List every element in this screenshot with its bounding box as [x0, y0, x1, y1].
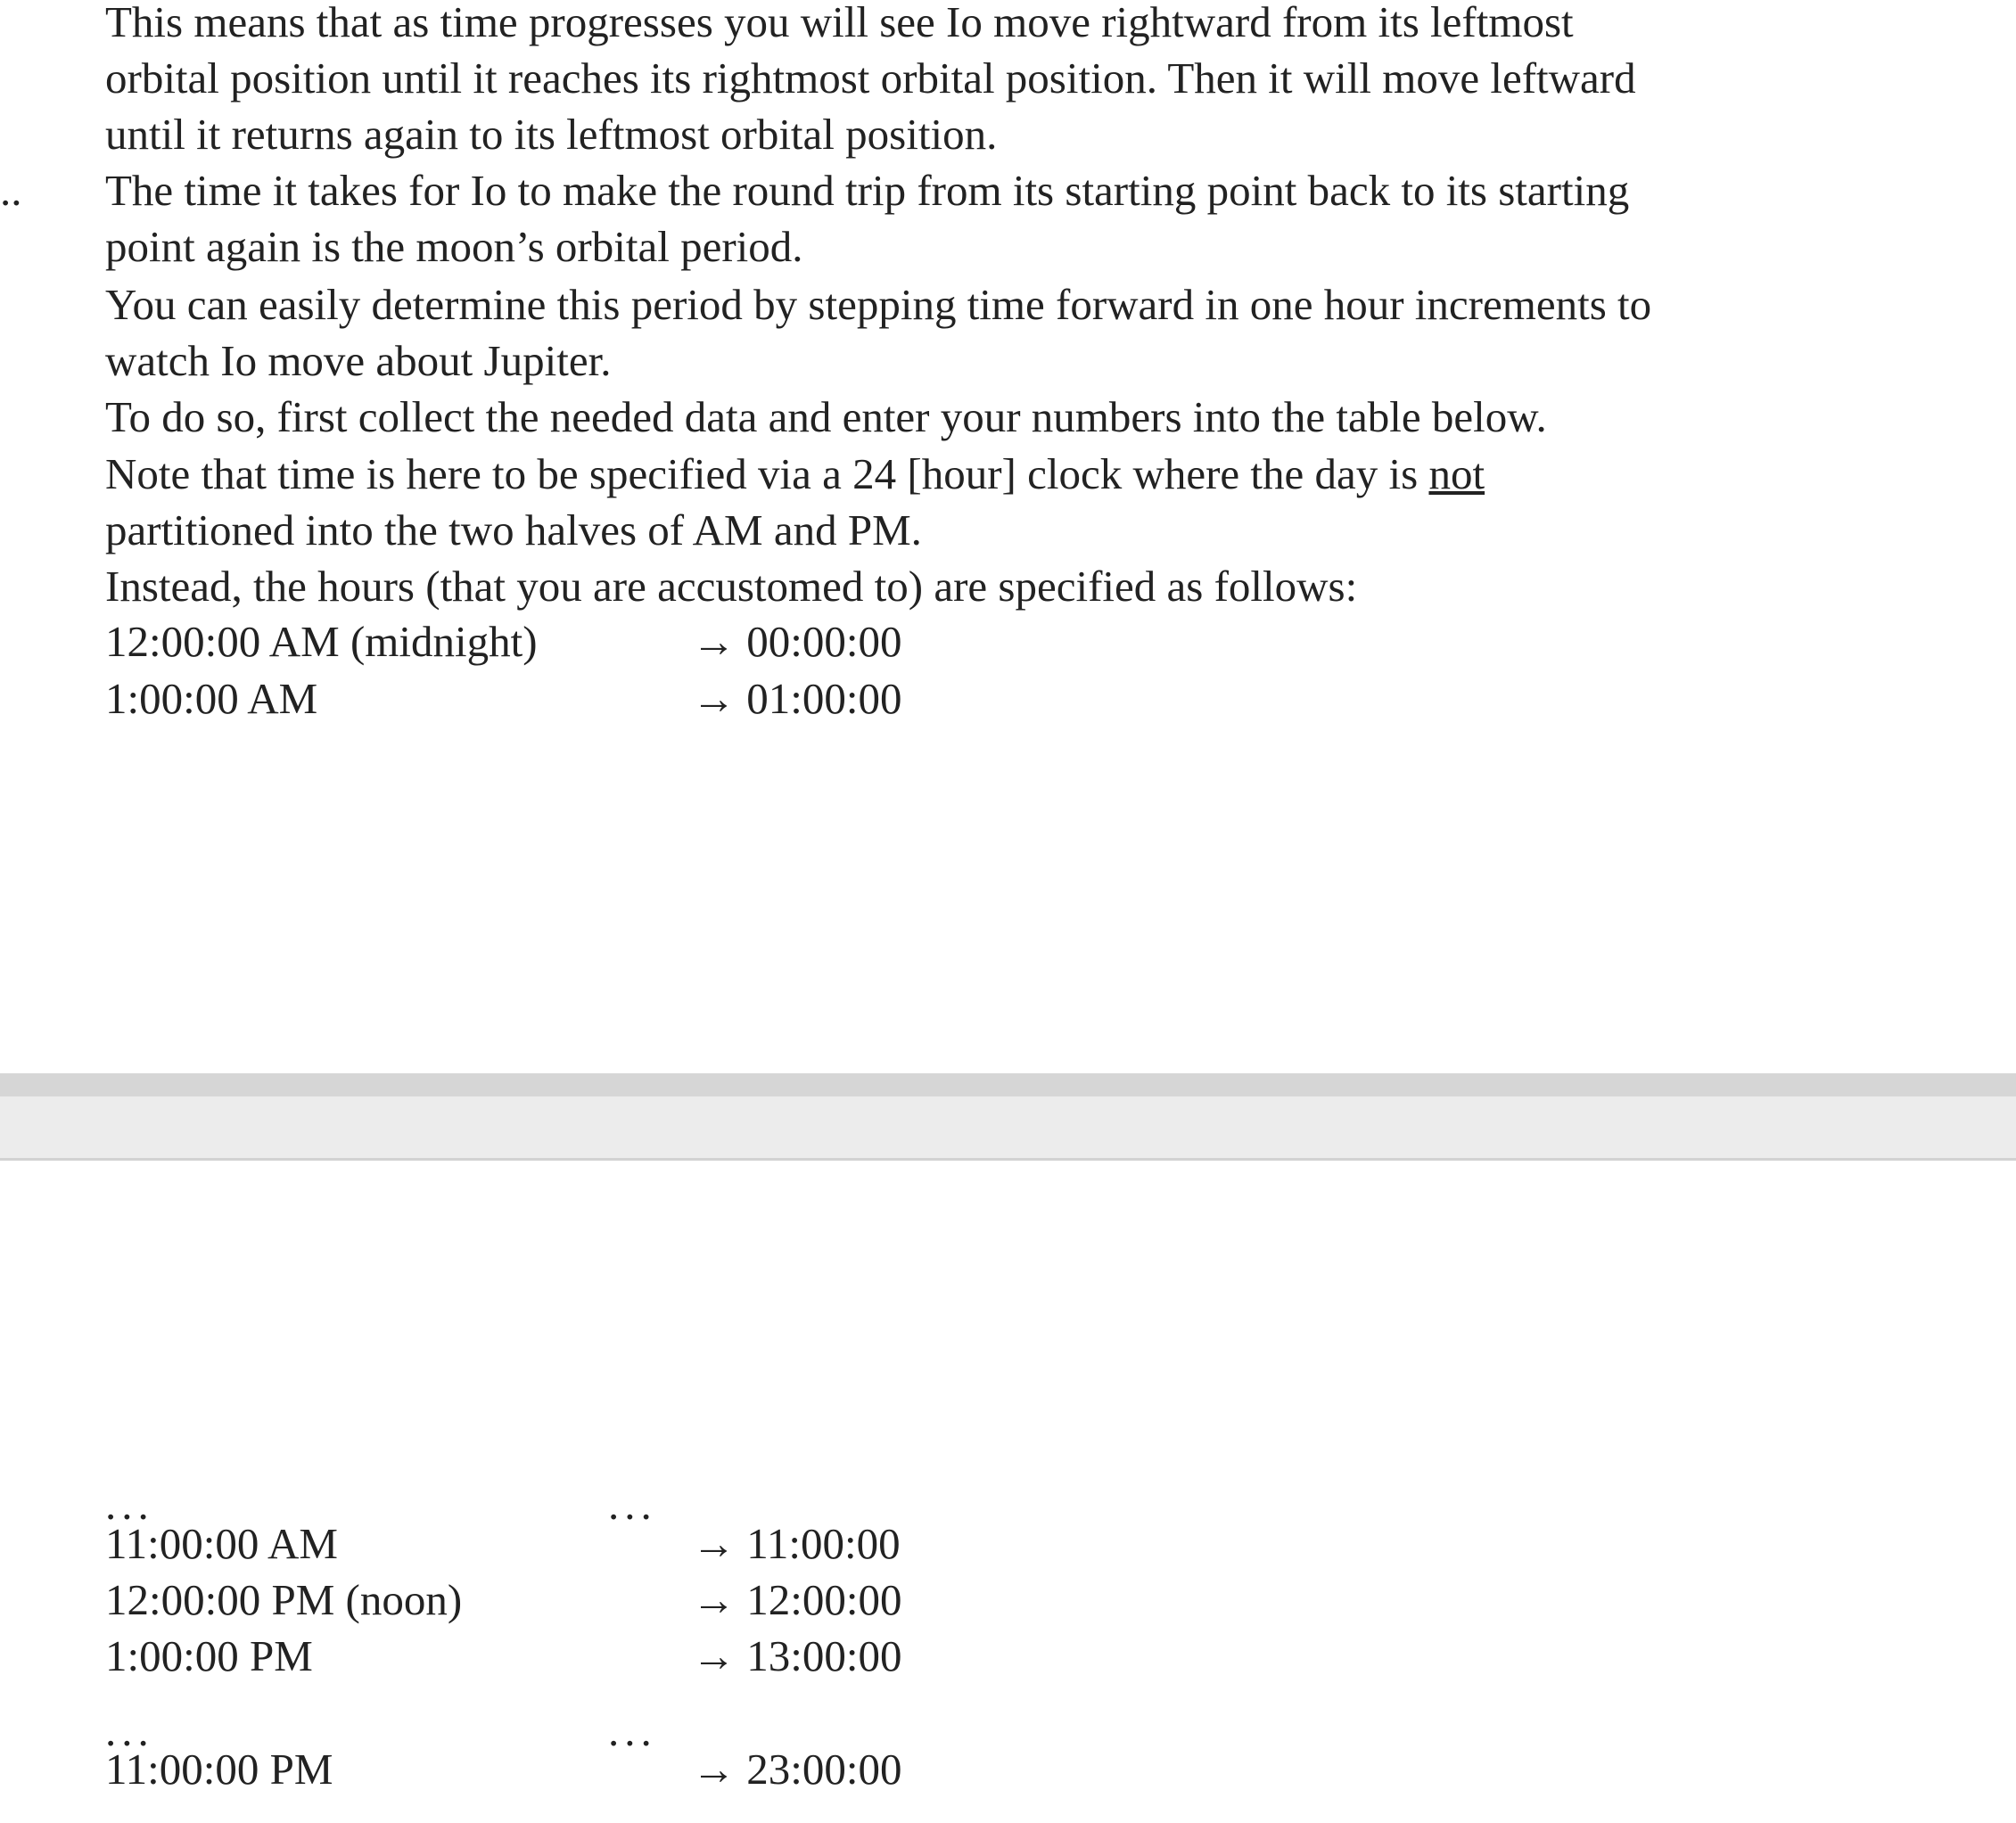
- paragraph-line: watch Io move about Jupiter.: [105, 336, 612, 385]
- arrow-icon: →: [692, 1745, 736, 1794]
- paragraph-line: This means that as time progresses you will see Io move rightward from its leftmost: [105, 0, 1574, 46]
- time-24h-value: 13:00:00: [746, 1631, 902, 1680]
- time-24h: [692, 1628, 901, 1684]
- time-24h: [692, 1572, 901, 1628]
- time-24h: [692, 1515, 901, 1572]
- time-row: [105, 670, 997, 727]
- time-row: [105, 1628, 997, 1684]
- arrow-icon: →: [692, 1519, 736, 1568]
- paragraph-line: The time it takes for Io to make the round trip from its starting point back to its starting: [105, 166, 1630, 215]
- paragraph-text: Note that time is here to be specified via a 24 [hour] clock where the day is: [105, 449, 1429, 498]
- arrow-icon: →: [692, 617, 736, 666]
- arrow-icon: →: [692, 1631, 736, 1680]
- arrow-icon: →: [692, 674, 736, 723]
- ellipsis: ...: [608, 1480, 657, 1529]
- time-24h-value: 11:00:00: [746, 1519, 901, 1568]
- time-row: [105, 1515, 997, 1572]
- time-row: [105, 1572, 997, 1628]
- time-row: [105, 613, 997, 669]
- time-12h: 1:00:00 AM: [105, 674, 318, 723]
- paragraph-line: partitioned into the two halves of AM and PM.: [105, 505, 922, 554]
- page-break-gap: [0, 1073, 2016, 1161]
- ellipsis: ...: [105, 1706, 154, 1755]
- time-12h: 12:00:00 PM (noon): [105, 1575, 463, 1624]
- paragraph-line: You can easily determine this period by stepping time forward in one hour increments to: [105, 280, 1652, 329]
- time-24h-value: 12:00:00: [746, 1575, 902, 1624]
- list-marker: ..: [0, 166, 22, 215]
- paragraph-line: To do so, first collect the needed data and enter your numbers into the table below.: [105, 392, 1547, 441]
- time-row: [105, 1741, 997, 1797]
- time-24h-value: 00:00:00: [746, 617, 902, 666]
- paragraph-line: point again is the moon’s orbital period.: [105, 222, 803, 271]
- time-12h: 11:00:00 AM: [105, 1519, 338, 1568]
- paragraph-line: until it returns again to its leftmost orbital position.: [105, 110, 998, 159]
- time-12h: 11:00:00 PM: [105, 1745, 333, 1794]
- time-12h: 1:00:00 PM: [105, 1631, 313, 1680]
- time-24h-value: 23:00:00: [746, 1745, 902, 1794]
- arrow-icon: →: [692, 1575, 736, 1624]
- time-24h: [692, 613, 901, 669]
- time-24h-value: 01:00:00: [746, 674, 902, 723]
- underlined-word: not: [1428, 449, 1485, 498]
- paragraph-line: [105, 446, 1485, 502]
- time-24h: [692, 670, 901, 727]
- paragraph-line: Instead, the hours (that you are accustomed to) are specified as follows:: [105, 562, 1358, 611]
- time-12h: 12:00:00 AM (midnight): [105, 617, 538, 666]
- time-24h: [692, 1741, 901, 1797]
- ellipsis: ...: [608, 1706, 657, 1755]
- paragraph-line: orbital position until it reaches its rightmost orbital position. Then it will move leftward: [105, 53, 1636, 103]
- ellipsis: ...: [105, 1480, 154, 1529]
